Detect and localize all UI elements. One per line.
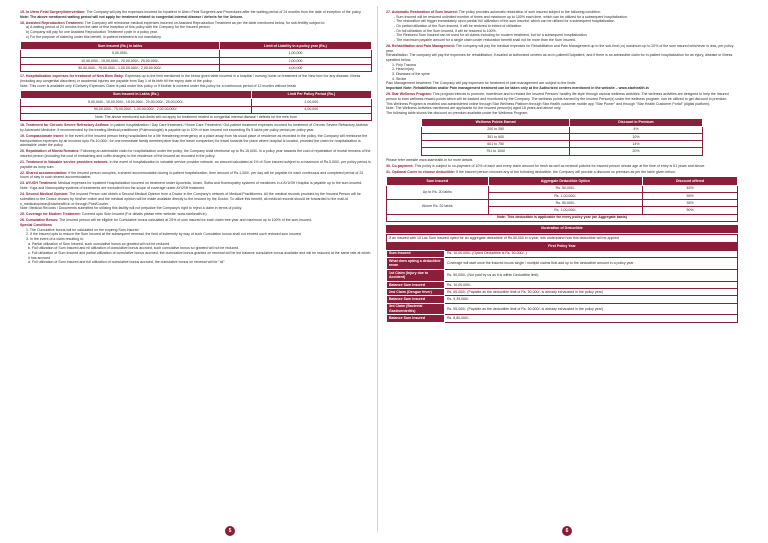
page-number-left: 5 <box>225 526 235 536</box>
table-cell: Rs. 50,000/- <box>488 185 643 192</box>
column-divider <box>377 6 378 532</box>
row-value: Rs. 9,35,000/- <box>445 296 738 303</box>
col-header: Limit of Liability in a policy year (Rs.) <box>220 42 372 50</box>
table-cell: Above Rs. 20 lakhs <box>387 200 489 215</box>
table-row <box>422 141 703 148</box>
special-conditions-heading: Special Conditions <box>20 223 52 228</box>
table-row <box>21 99 372 106</box>
section-29 <box>386 92 738 115</box>
col-header: Limit Per Policy Period (Rs.) <box>251 91 371 99</box>
section-body: In-patient hospitalization / Day Care treatment / Home Care Treatment / Out-patient treatment expenses incurred for treatment of Chronic Severe Refractory Asthma by Advanced Medicine, if recommended by the treating Medical practitioner (Pulmonologist) is payable up to 10% of sum insured not exceeding Rs 5 lakhs per policy period per policy year. <box>20 123 368 132</box>
condition-3: 3. In the event of a claim resulting in: <box>26 237 84 242</box>
condition-2: 2. If the insured opts to reduce the Sum Insured at the subsequent renewal, the limit of indemnity by way of such Cumulative bonus shall not exceed such reduced sum insured <box>26 232 301 237</box>
first-policy-year-header: First Policy Year <box>386 243 738 250</box>
table-row <box>387 200 738 207</box>
section-18 <box>20 123 372 132</box>
condition-3c: c. Full utilization of Sum Insured and partial utilization of cumulative bonus accrued, the cumulative bonus granted on renewal will be the balance cumulative bonus available and will be reduced at the same rate at which it has accrued <box>28 251 371 260</box>
table-row <box>21 50 372 57</box>
table-cell: 50% <box>643 207 738 214</box>
section-body: In the event of hospitalization in valuable service provider network, an amount calculated at 1% of Sum insured subject to a maximum of Rs.5,000/- per policy period is payable as lump sum. <box>20 160 371 169</box>
table-cell: 5,00,000/-, 10,00,000/-, 15,00,000/-, 20,00,000/-, 25,00,000/- <box>21 99 252 106</box>
table-row <box>387 281 738 288</box>
row-label: 3rd Claim (Bacterial Gastroenteritis) <box>387 303 445 315</box>
pain-management-text: Pain Management treatment: The Company will pay expenses for treatment of pain management are subject to the limits <box>386 81 576 86</box>
col-header: Aggregate Deductible Option <box>488 177 643 185</box>
row-value: Rs. 10,00,000/- <box>445 281 738 288</box>
section-heading: 16. Assisted Reproduction Treatment: <box>20 20 84 25</box>
section-body: This program intends to promote, incentivize and to reward the Insured Persons' healthy life style through various wellness activities. The wellness activities are designed to help the Insured person to earn wellness reward points which will be tracked and monitored by the Company. The wellness points earned by the Insured Person(s) under the wellness program, can be utilized to get discount in premium. <box>386 92 729 101</box>
section-note: Note: The above mentioned waiting period will not apply for treatment related to congenital internal disease / defects for the Unborn. <box>20 14 244 19</box>
col-header: Discount in Premium <box>570 118 703 126</box>
table-cell: 751 to 1000 <box>422 148 570 155</box>
table-cell: 10,00,000/-, 15,00,000/-, 20,00,000/-, 25,00,000/- <box>21 57 220 64</box>
row-label: What does opting a deductible mean <box>387 257 445 269</box>
table-row <box>422 133 703 140</box>
row-label: 2nd Claim (Dengue fever) <box>387 289 445 296</box>
list-item: 2. Head injury <box>392 67 414 72</box>
section-heading: 27. Automatic Restoration of Sum Insured: <box>386 10 458 14</box>
important-note: Important Note: Rehabilitation and/or Pain management treatment can be taken only at the Authorized centres mentioned in the website – www.starhealth.in <box>386 86 649 91</box>
col-header: Wellness Points Earned <box>422 118 570 126</box>
condition-a: a) A waiting period of 24 months from the date of first inception of this policy with the Company for the insured person. <box>26 25 211 30</box>
table-cell: Rs. 1,00,000/- <box>488 192 643 199</box>
table-row <box>387 289 738 296</box>
right-column <box>386 10 738 323</box>
table-row <box>21 113 372 120</box>
col-header: Discount offered <box>643 177 738 185</box>
section-body: If the insured person chooses any of the following deductible, the Company will provide a discount on premium as per the table given below; <box>455 169 676 174</box>
table-cell: 4,00,000 <box>220 65 372 72</box>
section-heading: 18. Treatment for Chronic Severe Refractory Asthma: <box>20 123 110 128</box>
table-cell: 10% <box>570 133 703 140</box>
section-heading: 19. Compassionate travel: <box>20 133 64 138</box>
table-cell: Up to Rs. 20 lakhs <box>387 185 489 200</box>
table-row <box>387 257 738 269</box>
illustration-title: Illustration of Deductible <box>386 225 738 233</box>
section-note: Note: Yoga and Naturopathy systems of treatments are excluded from the scope of coverage under AYUSH treatment <box>20 186 205 191</box>
section-body: This policy is subject to co-payment of 10% of each and every claim amount for fresh as well as renewal policies for insured person whose age at the time of entry is 61 years and above. <box>414 163 706 168</box>
section-body: Expenses up to the limit mentioned in the below given table incurred in a hospital / nursing home on treatment of the New born for any disease, illness (including any congenital disorders) or accidental injuries are payable from Day 1 of its birth till the expiry date of the policy. <box>20 74 361 83</box>
section-body: The Company will pay the expenses incurred for Inpatient In Utero Fetal Surgeries and Procedures after the waiting period of 24 months from the date of inception of the policy. <box>86 10 362 14</box>
condition-3d: d. Full utilization of Sum Insured and full utilization of cumulative bonus accrued, the cumulative bonus on renewal will be "nil" <box>28 260 225 265</box>
table-cell: 55% <box>643 192 738 199</box>
table-note: Note: This deductible is applicable for every policy year (on Aggregate basis) <box>387 214 738 221</box>
row-value: Rs. 55,000/- (Payable as the deductible limit of Rs. 50,000/- is already exhausted in the policy year) <box>445 303 738 315</box>
table-row <box>387 315 738 322</box>
condition-3a: a. Partial utilization of Sum Insured, such cumulative bonus so granted will not be reduced. <box>28 241 171 246</box>
col-header: Sum Insured <box>387 177 489 185</box>
section-heading: 15. In Utero Fetal Surgery/Intervention: <box>20 10 86 14</box>
bullet: - On partial utilization of the Sum Insured, it will be restored to extent of utilization. <box>394 24 523 29</box>
section-note: Note: This cover is available only if Delivery Expenses Claim is paid under this policy or if Mother is covered under this policy for a continuous period of 12 months without break <box>20 83 297 88</box>
section-heading: 20. Repatriation of Mortal Remains: <box>20 149 80 154</box>
table-cell: Rs. 50,000/- <box>488 200 643 207</box>
condition-3b: b. Full utilization of Sum Insured and nil utilization of cumulative bonus accrued, such cumulative bonus so granted will not be reduced. <box>28 246 240 251</box>
table-row <box>387 214 738 221</box>
section-17 <box>20 74 372 88</box>
newborn-limit-table <box>20 90 372 121</box>
paragraph: This Wellness Program is enabled and administered online through Star Wellness Platform through Star Health customer mobile app "Star Power" and through "Star Health Customer Portal" (digital platform). <box>386 101 711 106</box>
row-value: Rs. 8,80,000/- <box>445 315 738 322</box>
section-body: The policy provides automatic restoration of sum insured subject to the following condition: <box>458 10 601 14</box>
rehab-text: Rehabilitation: The company will pay the expenses for rehabilitation, if availed at authorized centres as an in-patient/Outpatient, and if there is an admissible claim for in-patient hospitalization for an injury, disease or illness specified below. <box>386 53 733 63</box>
section-heading: 24. Second Medical Opinion: <box>20 192 69 197</box>
table-cell: 200 to 350 <box>422 126 570 133</box>
section-heading: 26. Cumulative Bonus: <box>20 218 59 223</box>
section-note: Note: Medical Records / Documents submitted for utilizing this facility will not prejudice the Company's right to reject a claim in terms of policy. <box>20 206 243 211</box>
section-heading: 21. Treatment in Valuable service providers network: <box>20 160 109 164</box>
bullet: - The restoration will trigger immediately upon partial/ full utilization of the sum insured, which can be utilized for a subsequent hospitalization. <box>394 19 616 24</box>
section-body: In the event of the insured person being hospitalized for a life threatening emergency at a place away from his usual place of residence as recorded in the policy, the Company will reimburse the transportation expenses by air incurred upto Rs.10,000/- for one immediate family member(other than the travel companion) for travel towards the place where hospital is located, provided the claim for hospitalization is admissible under the policy. <box>20 133 368 148</box>
section-16 <box>20 21 372 40</box>
left-column <box>20 10 372 266</box>
list-item: 3. Diseases of the spine <box>392 72 430 77</box>
bullet: - Sum Insured will be restored unlimited number of times and maximum up to 100% each time, which can be utilized for a subsequent hospitalization. <box>394 14 628 19</box>
list-item: 1. Poly Trauma <box>392 62 416 67</box>
paragraph: Note: The Wellness Activities mentioned are applicable for the Insured person(s) aged 18 years and above only. <box>386 106 562 111</box>
section-22 <box>20 171 372 180</box>
section-heading: 29. Star Wellness Program: <box>386 92 432 97</box>
table-row <box>387 296 738 303</box>
art-limit-table <box>20 41 372 72</box>
condition-1: 1. The Cumulative bonus will be calculated on the expiring Sum Insured <box>26 227 139 232</box>
section-body: Covered upto Sum Insured (For details please refer website: www.starhealth.in) <box>81 212 207 217</box>
section-31 <box>386 170 738 175</box>
section-heading: 25. Coverage for Modern Treatment: <box>20 212 81 217</box>
section-28 <box>386 44 738 91</box>
table-row <box>387 303 738 315</box>
table-row <box>422 148 703 155</box>
table-cell: 20% <box>570 148 703 155</box>
table-row <box>387 185 738 192</box>
page-number-right: 6 <box>562 526 572 536</box>
table-cell: 5,00,000/- <box>21 50 220 57</box>
table-cell: 45% <box>643 185 738 192</box>
col-header: Sum Insured in Lakhs (Rs.) <box>21 91 252 99</box>
bullet: - The maximum payable amount for a single claim under restoration benefit shall not be more than the Sum Insured. <box>394 38 576 43</box>
section-15 <box>20 10 372 19</box>
table-cell: 601 to 750 <box>422 141 570 148</box>
section-24 <box>20 192 372 211</box>
section-body: Following an admissible claim for hospitalization under the policy, the Company shall reimburse up to Rs.15,000/- in a policy year towards the cost of repatriation of mortal remains of the insured person (including the cost of embalming and coffin charges) to the residence of the insured as recorded in the policy. <box>20 149 371 158</box>
table-cell: 1,00,000 <box>220 50 372 57</box>
table-cell: Rs. 1,00,000/- <box>488 207 643 214</box>
row-value: Rs. 10,00,000/- (Opted Deductible is Rs. 50,000/- ) <box>445 250 738 257</box>
row-label: 1st Claim (Injury due to Accident) <box>387 269 445 281</box>
section-heading: 22. Shared accommodation: <box>20 170 68 175</box>
table-cell: 14% <box>570 141 703 148</box>
table-cell: 50,00,000/-, 75,00,000/-, 1,00,00,000/-, 2,00,00,000/- <box>21 65 220 72</box>
section-heading: 23. AYUSH Treatment: <box>20 181 57 186</box>
section-19 <box>20 134 372 148</box>
bullet: - On full utilization of the Sum Insured, it will be restored to 100%. <box>394 28 497 33</box>
section-30 <box>386 164 738 169</box>
list-item: 4. Stroke <box>392 76 407 81</box>
row-label: Balance Sum Insured <box>387 296 445 303</box>
table-cell: 351 to 600 <box>422 133 570 140</box>
table-note: Note: The above mentioned sub-limits will not apply for treatment related to congenital internal disease / defects for the new born <box>21 113 372 120</box>
wellness-discount-table <box>421 118 703 156</box>
table-row <box>21 106 372 113</box>
paragraph: The following table shows the discount on premium available under the Wellness Program. <box>386 110 529 115</box>
table-cell: 2,00,000 <box>220 57 372 64</box>
table-cell: 50,00,000/-, 75,00,000/-, 1,00,00,000/-, 2,00,00,000/- <box>21 106 252 113</box>
section-heading: 30. Co-payment: <box>386 163 414 168</box>
row-value: Rs. 50,000/- (Not paid by us as it is within Deductible limit) <box>445 269 738 281</box>
table-row <box>21 57 372 64</box>
section-heading: 17. Hospitalisation expenses for treatment of New Born Baby: <box>20 74 125 79</box>
section-20 <box>20 149 372 158</box>
table-row <box>422 126 703 133</box>
table-row <box>21 65 372 72</box>
row-value: Coverage will start once the insured incurs single / multiple claims that add up to the deductible amount in a policy year <box>445 257 738 269</box>
section-26 <box>20 218 372 265</box>
section-heading: 31. Optional Cover to choose deductible: <box>386 169 455 174</box>
illustration-table <box>386 250 738 323</box>
table-cell: 2,00,000 <box>251 99 371 106</box>
bullet: - The Restored Sum Insured can be used for all claims including for modern treatment, but for a subsequent hospitalization. <box>394 33 588 38</box>
row-label: Balance Sum Insured <box>387 281 445 288</box>
section-body: The company will pay the medical expenses for Rehabilitation and Pain Management up to the sub-limit (or) maximum up to 20% of the sum insured whichever is less, per policy year. <box>386 44 734 53</box>
section-23 <box>20 181 372 190</box>
deductible-table <box>386 176 738 221</box>
table-cell: 4% <box>570 126 703 133</box>
section-27 <box>386 10 738 43</box>
section-body: The Company will reimburse medical expenses incurred on Assisted Reproduction Treatment as per the table mentioned below, for sub-fertility subject to: <box>84 20 326 25</box>
row-label: Sum Insured <box>387 250 445 257</box>
illustration-intro: If an Insured with 10 Lac Sum Insured opted for an aggregate deductible of Rs.50,000 in a year, lets understand how this deductible will be applied <box>386 234 738 243</box>
section-body: The Insured person will be eligible for Cumulative bonus calculated at 25% of sum insured for each claim free year and maximum up to 100% of the sum insured. <box>59 218 312 223</box>
table-row <box>387 250 738 257</box>
table-cell: 4,00,000 <box>251 106 371 113</box>
row-label: Balance Sum Insured <box>387 315 445 322</box>
section-body: The Insured Person can obtain a Second Medical Opinion from a Doctor in the Company's network of Medical Practitioners. All the medical records provided by the Insured Person will be submitted to the Doctor chosen by him/her online and the medical opinion will be made available directly to the Insured by the Doctor. To utilize this benefit, all medical records should be forwarded to the mail-id s_medicalopinion@starhealth.in or through Post/Courier. <box>20 192 361 206</box>
table-cell: 35% <box>643 200 738 207</box>
condition-b: b) Company will pay for one Assisted Reproduction Treatment cycle in a policy year. <box>26 30 158 35</box>
section-body: Medical expenses for Inpatient Hospitalization incurred on treatment under Ayurveda, Unani, Sidha and Homeopathy systems of medicines in a AYUSH Hospital is payable up to the sum insured. <box>58 181 363 186</box>
row-value: Rs. 65,000/- (Payable as the deductible limit of Rs. 50,000/- is already exhausted in the policy year) <box>445 289 738 296</box>
section-25 <box>20 212 372 217</box>
col-header: Sum Insured (Rs.) in lakhs <box>21 42 220 50</box>
table-row <box>387 269 738 281</box>
section-21 <box>20 160 372 169</box>
section-heading: 28. Rehabilitation and Pain Management: <box>386 44 455 49</box>
wellness-website-note: Please refer website www.starhealth.in for more details <box>386 157 473 162</box>
condition-c: c) For the purpose of claiming under this benefit, in-patient treatment is not mandatory. <box>26 34 162 39</box>
section-body: If the insured person occupies, a shared accommodation during in-patient hospitalization, then amount of Rs.1,000/- per day will be payable for each continuous and completed period of 24 hours of stay in such shared accommodation. <box>20 170 364 180</box>
